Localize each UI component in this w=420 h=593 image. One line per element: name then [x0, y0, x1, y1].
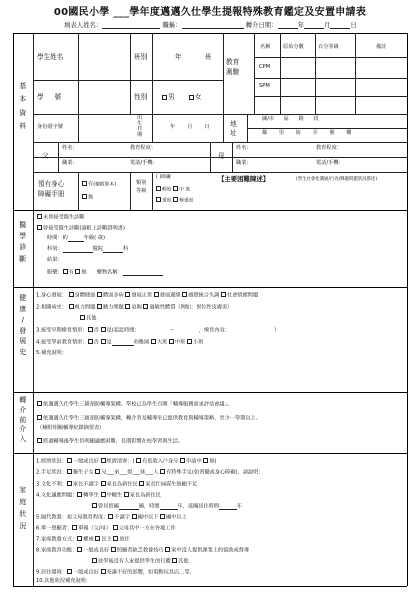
- medication-row: 服藥： 有 無 藥物名稱：: [47, 269, 163, 276]
- test-col-raw: 原始分數: [283, 44, 304, 50]
- mother-phone-field[interactable]: 電話/手機：: [316, 160, 344, 166]
- table-border-bottom: [13, 586, 407, 587]
- low-income-checkbox[interactable]: [136, 458, 141, 463]
- divider-medical-health: [13, 287, 407, 288]
- referral-item2-note: （檢附相關輔導紀錄摘要表）: [37, 425, 105, 431]
- family-row3: 3.文化不利： 家長不識字 家長為新住民 家長忙碌謀生無顧不足: [36, 481, 198, 488]
- position-label: 職稱：: [162, 21, 182, 29]
- mother-job-field[interactable]: 職業：: [236, 160, 252, 166]
- hearing-checkbox[interactable]: [97, 304, 102, 309]
- divider-referral-family: [13, 453, 407, 454]
- test-col-note: 備註: [376, 44, 387, 50]
- referral-section-label: 轉 介 前 介 入: [19, 396, 27, 444]
- abroad-checkbox[interactable]: [92, 503, 97, 508]
- class-label: 班別: [134, 53, 148, 61]
- level-options-row1: 輕度 中 度: [156, 186, 190, 193]
- referral-day-field[interactable]: [330, 22, 350, 29]
- grade-class-label: 班: [205, 53, 212, 61]
- family-row7: 7.家庭教養方式： 權威 民主 放任: [36, 536, 130, 543]
- referral-item3: 經過輔導後學生仍明顯適應困難，長期影響在校學習與生活。: [37, 438, 183, 445]
- health-row4: 4.接受學前教育情形： 否 是 幼稚園 大班 中班 小班: [36, 339, 204, 346]
- siblings-checkbox[interactable]: [95, 469, 100, 474]
- health-row3: 3.接受早期療育情形： 否 是(起訖時間： ～ ，療育內容： ）: [36, 327, 280, 334]
- early-yes-checkbox[interactable]: [101, 327, 106, 332]
- health-row5[interactable]: 5.補充說明：: [36, 350, 67, 356]
- family-row2: 2.手足狀況： 獨生子女 兄___弟___姐___妹___人 有特殊手足(如習優或身心障礙)，請說明：: [36, 469, 264, 476]
- special-sibling-checkbox[interactable]: [160, 469, 165, 474]
- mother-name-field[interactable]: 姓名：: [236, 145, 252, 151]
- no-status-checkbox[interactable]: [203, 458, 208, 463]
- divider-health-referral: [13, 392, 407, 393]
- lack-skills-checkbox[interactable]: [111, 547, 116, 552]
- delayed-dev-checkbox[interactable]: [154, 292, 159, 297]
- test-row-cpm: CPM: [259, 64, 271, 70]
- medication-none-checkbox[interactable]: [75, 269, 80, 274]
- referral-date-label: 轉介日期：: [245, 21, 278, 29]
- func-other-checkbox[interactable]: [172, 558, 177, 563]
- referral-item3-checkbox[interactable]: [37, 438, 42, 443]
- level-mild-checkbox[interactable]: [156, 186, 161, 191]
- handbook-none-checkbox[interactable]: [82, 194, 87, 199]
- table-border-top: [13, 33, 407, 34]
- health-row2-other: 其他: [80, 315, 96, 322]
- healthy-checkbox[interactable]: [69, 292, 74, 297]
- no-homework-help-checkbox[interactable]: [165, 547, 170, 552]
- student-name-label: 學生姓名: [37, 53, 64, 61]
- family-row1: 1.經濟狀況： 一般或良好 經濟清寒：( 有低收入戶身分 申請中 無): [36, 458, 217, 465]
- basic-section-label: 基 本 資 料: [19, 82, 27, 130]
- female-checkbox[interactable]: [189, 95, 194, 100]
- edu-test-label: 教育 測驗: [226, 58, 240, 76]
- male-checkbox[interactable]: [162, 95, 167, 100]
- birth-date-field[interactable]: 年 月 日: [170, 124, 210, 130]
- referral-item2-checkbox[interactable]: [37, 415, 42, 420]
- early-no-checkbox[interactable]: [88, 327, 93, 332]
- env-bad-checkbox[interactable]: [101, 569, 106, 574]
- medical-never-checkbox[interactable]: [37, 214, 42, 219]
- family-section-label: 家 庭 狀 況: [19, 486, 27, 530]
- medical-never-option: 未曾接受醫生診斷: [37, 214, 85, 221]
- parent-away-checkbox[interactable]: [113, 525, 118, 530]
- authoritarian-checkbox[interactable]: [77, 536, 82, 541]
- medical-dept-field[interactable]: 科別： 醫院 科: [47, 246, 129, 253]
- only-child-checkbox[interactable]: [67, 469, 72, 474]
- family-row8: 8.家庭教育功能： 一般或良好 照顧者缺乏教養技巧 家中沒人提供課業上的協助或督導: [36, 547, 250, 554]
- big-class-checkbox[interactable]: [151, 339, 156, 344]
- medical-section-label: 醫 學 診 斷: [19, 221, 27, 263]
- level-profound-checkbox[interactable]: [173, 197, 178, 202]
- test-col-name: 名稱: [260, 44, 271, 50]
- disability-type-field[interactable]: ( )障礙: [156, 175, 171, 180]
- handbook-has-option: 有(檢附影本): [82, 181, 116, 188]
- small-class-checkbox[interactable]: [187, 339, 192, 344]
- health-row2: 2.相關病史： 視力問題 聽力問題 氣喘 過敏性體質（例如：異位性皮膚炎）: [36, 304, 233, 311]
- level-moderate-checkbox[interactable]: [173, 186, 178, 191]
- preschool-no-checkbox[interactable]: [88, 339, 93, 344]
- busy-parents-checkbox[interactable]: [139, 481, 144, 486]
- main-reason-field[interactable]: [215, 186, 403, 208]
- new-resident-checkbox[interactable]: [101, 481, 106, 486]
- gp-above-junior-checkbox[interactable]: [160, 514, 165, 519]
- handbook-has-checkbox[interactable]: [82, 181, 87, 186]
- normal-dev-checkbox[interactable]: [125, 292, 130, 297]
- family-row6: 6.單一照顧者： 單親（父/母） 父母其中一方在外地工作: [36, 525, 176, 532]
- family-row5: 5.隔代教養：祖父母教育程度： 不識字 國中以下 國中以上: [36, 514, 187, 521]
- frail-checkbox[interactable]: [97, 292, 102, 297]
- test-col-percentile: 百分等級: [318, 44, 339, 50]
- student-name-field[interactable]: [79, 40, 129, 78]
- father-label: 父: [42, 152, 49, 160]
- handbook-none-option: 無: [82, 194, 93, 201]
- id-number-label: 身份證字號: [37, 124, 63, 130]
- env-normal-checkbox[interactable]: [67, 569, 72, 574]
- medication-has-checkbox[interactable]: [63, 269, 68, 274]
- single-parent-checkbox[interactable]: [72, 525, 77, 530]
- student-id-label: 學號: [37, 93, 73, 101]
- position-field[interactable]: [182, 22, 244, 29]
- applicant-name-label: 填表人姓名：: [64, 21, 103, 29]
- democratic-checkbox[interactable]: [95, 536, 100, 541]
- econ-poor-checkbox[interactable]: [101, 458, 106, 463]
- main-reason-label: 【主要困難陳述】: [218, 175, 270, 183]
- gender-label: 性別: [134, 93, 148, 101]
- father-job-field[interactable]: 職業：: [62, 160, 78, 166]
- divider-basic-medical: [13, 210, 407, 211]
- address-line2[interactable]: 鄰 里 街 弄 號 樓: [262, 130, 352, 136]
- allergy-checkbox[interactable]: [143, 304, 148, 309]
- family-row9: 9.居住環境： 一般或良好 充滿不好的影響，如電動玩具店…等。: [36, 569, 195, 576]
- birth-label: 出 生 日 期: [137, 115, 143, 139]
- unsupervised-checkbox[interactable]: [92, 558, 97, 563]
- family-row10[interactable]: 10.其他狀況補充說明：: [36, 578, 91, 584]
- mother-edu-field[interactable]: 教育程度：: [316, 145, 342, 151]
- applicant-info-line: 填表人姓名： 職稱： 轉介日期： 年 月 日: [64, 21, 357, 29]
- dropout-checkbox[interactable]: [101, 492, 106, 497]
- func-normal-checkbox[interactable]: [77, 547, 82, 552]
- preschool-yes-checkbox[interactable]: [101, 339, 106, 344]
- family-row8-line2: 放學後沒有人家提供學生的行蹤 其他: [92, 558, 189, 565]
- medical-result-field[interactable]: 結果：: [47, 257, 63, 263]
- main-reason-note: (學生社會化溝通/行為/興趣問題狀況描述): [296, 177, 378, 182]
- table-border-right: [407, 33, 408, 586]
- section-column-divider: [33, 33, 34, 586]
- history-other-checkbox[interactable]: [80, 315, 85, 320]
- gp-illiterate-checkbox[interactable]: [108, 514, 113, 519]
- mother-label: 母: [218, 152, 225, 160]
- vision-checkbox[interactable]: [69, 304, 74, 309]
- level-options-row2: 重度 極重度: [156, 197, 194, 204]
- level-severe-checkbox[interactable]: [156, 197, 161, 202]
- referral-item1-checkbox[interactable]: [37, 401, 42, 406]
- address-line1[interactable]: 縣/市 區 路 段: [262, 116, 319, 122]
- asthma-checkbox[interactable]: [125, 304, 130, 309]
- father-edu-field[interactable]: 教育程度：: [130, 145, 156, 151]
- form-title: 00國民小學 ___學年度邁邁久仕學生提報特殊教育鑑定及安置申請表: [53, 7, 367, 18]
- father-phone-field[interactable]: 電話/手機：: [130, 160, 158, 166]
- gender-options: 男 女: [162, 94, 201, 102]
- category-label: 類別 等級: [136, 180, 147, 194]
- permissive-checkbox[interactable]: [113, 536, 118, 541]
- gp-below-junior-checkbox[interactable]: [132, 514, 137, 519]
- grade-year-label: 年: [175, 53, 182, 61]
- health-section-label: 健 康 / 發 展 史: [19, 294, 27, 357]
- social-emotion-checkbox[interactable]: [221, 292, 226, 297]
- handbook-label: 領有身心 障礙手冊: [38, 180, 65, 198]
- medical-time-field[interactable]: 時間：約 年級( 歲): [47, 235, 106, 242]
- illiterate-checkbox[interactable]: [67, 481, 72, 486]
- referral-item1: 依邁邁久仕學生三級預防輔導架構、學校已為學生召開「輔導服務需求評估會議」。: [37, 401, 232, 408]
- health-row1: 1.身心發展： 身體健康 體弱多病 發展正常 發展遲緩 感覺統合失調 社會情緒問題: [36, 292, 259, 299]
- transfer-checkbox[interactable]: [77, 492, 82, 497]
- test-row-spm: SPM: [259, 83, 270, 89]
- father-name-field[interactable]: 姓名：: [62, 145, 78, 151]
- referral-year-field[interactable]: [278, 22, 298, 29]
- referral-month-field[interactable]: [304, 22, 324, 29]
- address-label: 地 址: [230, 120, 237, 137]
- applicant-name-field[interactable]: [102, 22, 160, 29]
- medical-has-checkbox[interactable]: [37, 225, 42, 230]
- econ-normal-checkbox[interactable]: [67, 458, 72, 463]
- medical-has-option: 曾接受醫生診斷(請附上診斷證明書): [37, 225, 125, 232]
- sensory-checkbox[interactable]: [182, 292, 187, 297]
- mid-class-checkbox[interactable]: [169, 339, 174, 344]
- family-row4-line2: 曾居留國 國，時間 年，返國居住時間 年: [92, 503, 242, 510]
- referral-item2: 依邁邁久仕學生三級預防輔導架構，轉介者及輔導室已提供教育與輔導策略，至少一學期以上。: [37, 415, 261, 422]
- new-resident-parent-checkbox[interactable]: [124, 492, 129, 497]
- applying-checkbox[interactable]: [180, 458, 185, 463]
- family-row4: 4.文化適應問題： 轉學生 中輟生 家長為新住民: [36, 492, 161, 499]
